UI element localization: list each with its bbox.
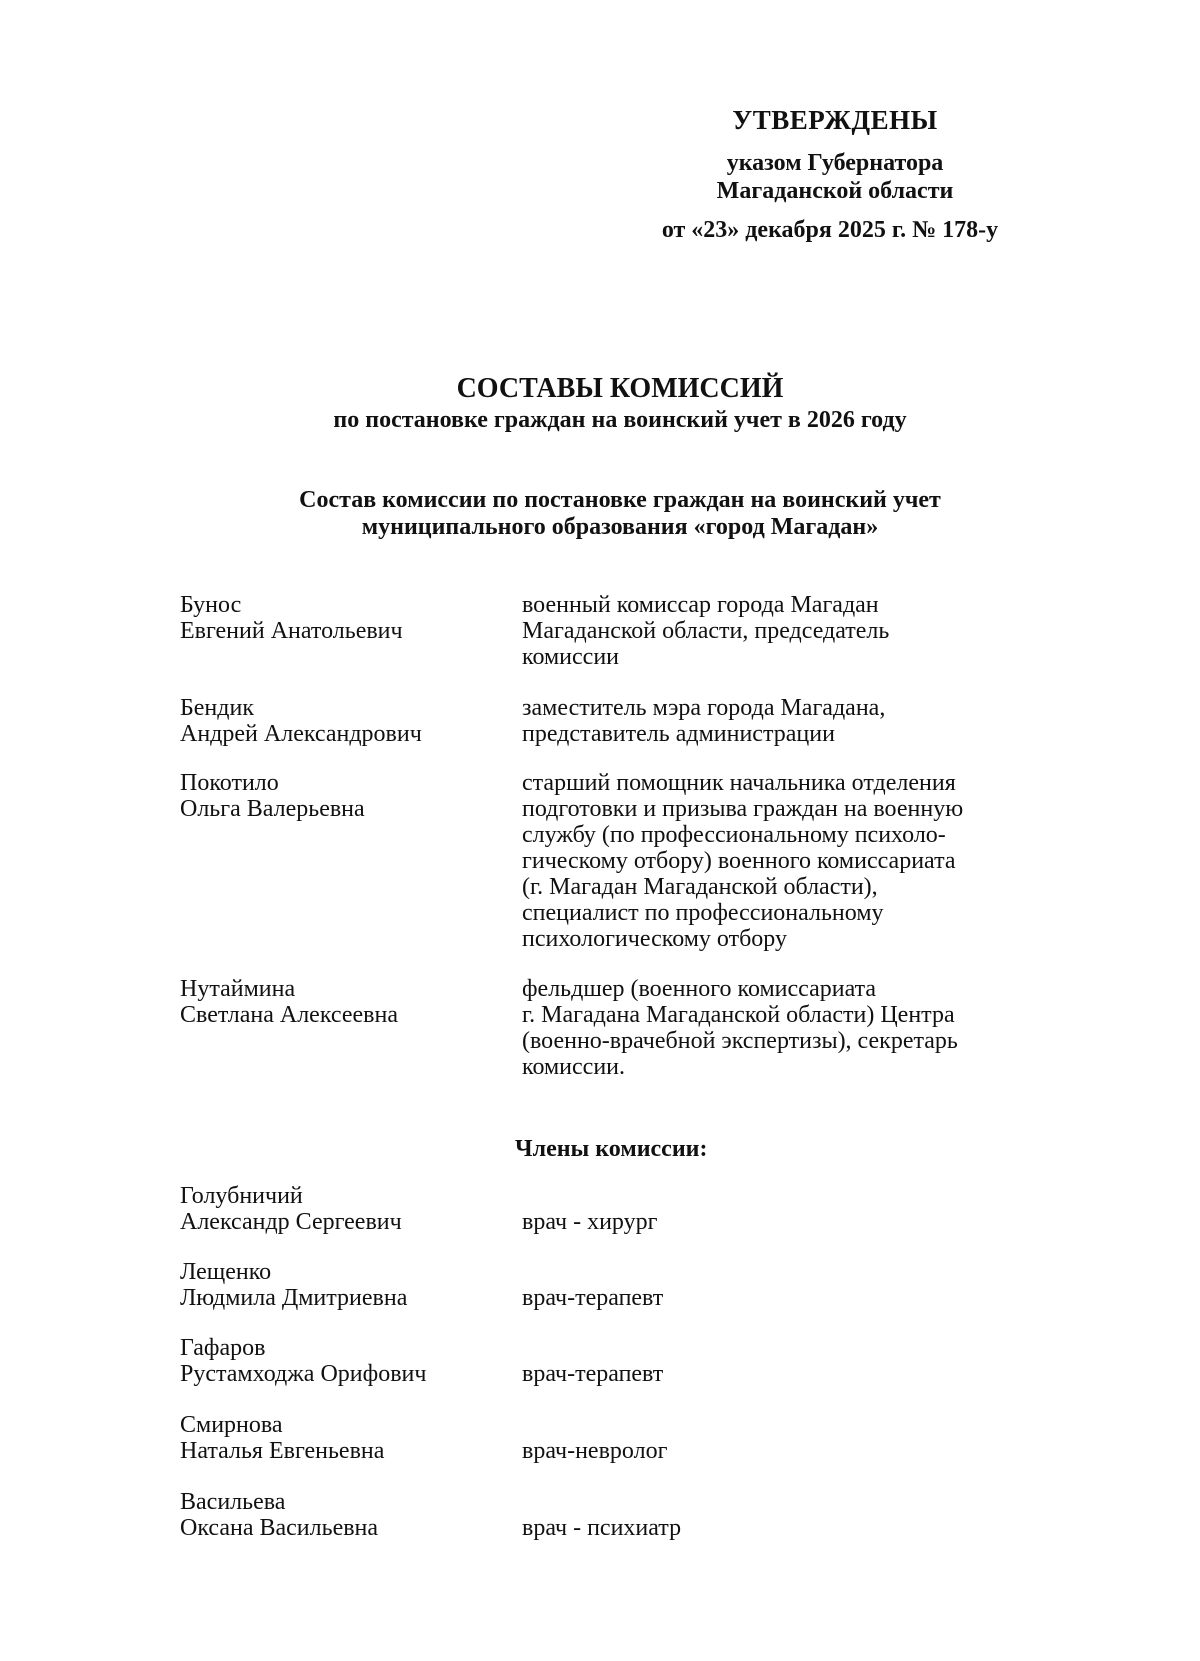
position-line: гическому отбору) военного комиссариата (522, 848, 956, 874)
position-line: комиссии. (522, 1054, 626, 1080)
position-line: заместитель мэра города Магадана, (522, 695, 886, 721)
position-line: подготовки и призыва граждан на военную (522, 796, 964, 822)
approval-line-1: указом Губернатора (726, 150, 944, 176)
person-given-names: Людмила Дмитриевна (180, 1285, 408, 1311)
person-name (180, 695, 500, 747)
position-line: специалист по профессиональному (522, 900, 884, 926)
person-name (180, 592, 500, 644)
person-position (522, 770, 1080, 952)
person-surname: Смирнова (180, 1412, 283, 1438)
person-name (180, 1489, 500, 1541)
person-name (180, 1335, 500, 1387)
position-line: старший помощник начальника отделения (522, 770, 956, 796)
person-surname: Покотило (180, 770, 279, 796)
person-role: врач - хирург (522, 1209, 658, 1235)
person-given-names: Александр Сергеевич (180, 1209, 402, 1235)
person-surname: Бунос (180, 592, 242, 618)
person-surname: Нутаймина (180, 976, 296, 1002)
position-line: психологическому отбору (522, 926, 787, 952)
person-name (180, 976, 500, 1028)
person-surname: Голубничий (180, 1183, 303, 1209)
members-heading: Члены комиссии: (515, 1136, 708, 1162)
person-surname: Гафаров (180, 1335, 266, 1361)
position-line: военный комиссар города Магадан (522, 592, 879, 618)
person-name (180, 1259, 500, 1311)
position-line: (г. Магадан Магаданской области), (522, 874, 878, 900)
person-role: врач-терапевт (522, 1361, 664, 1387)
person-position (522, 976, 1080, 1080)
person-given-names: Рустамходжа Орифович (180, 1361, 427, 1387)
person-name (180, 1412, 500, 1464)
person-position (522, 592, 1080, 670)
position-line: Магаданской области, председатель (522, 618, 890, 644)
document-subtitle: по постановке граждан на воинский учет в 2026 году (333, 407, 907, 433)
person-given-names: Ольга Валерьевна (180, 796, 365, 822)
person-given-names: Оксана Васильевна (180, 1515, 379, 1541)
section-title-line-2: муниципального образования «город Магадан» (361, 514, 879, 540)
person-name (180, 1183, 500, 1235)
position-line: представитель администрации (522, 721, 835, 747)
person-name (180, 770, 500, 822)
person-role: врач-невролог (522, 1438, 668, 1464)
person-surname: Васильева (180, 1489, 286, 1515)
person-position (522, 695, 1080, 747)
position-line: комиссии (522, 644, 620, 670)
person-given-names: Светлана Алексеевна (180, 1002, 398, 1028)
person-surname: Лещенко (180, 1259, 272, 1285)
approval-line-2: Магаданской области (716, 178, 954, 204)
approval-title: УТВЕРЖДЕНЫ (732, 105, 938, 135)
section-title-line-1: Состав комиссии по постановке граждан на воинский учет (299, 487, 941, 513)
position-line: фельдшер (военного комиссариата (522, 976, 877, 1002)
person-surname: Бендик (180, 695, 254, 721)
position-line: службу (по профессиональному психоло- (522, 822, 946, 848)
person-given-names: Андрей Александрович (180, 721, 422, 747)
document-title: СОСТАВЫ КОМИССИЙ (456, 373, 784, 404)
position-line: (военно-врачебной экспертизы), секретарь (522, 1028, 958, 1054)
person-given-names: Наталья Евгеньевна (180, 1438, 385, 1464)
position-line: г. Магадана Магаданской области) Центра (522, 1002, 955, 1028)
person-role: врач-терапевт (522, 1285, 664, 1311)
approval-line-3: от «23» декабря 2025 г. № 178-у (661, 217, 999, 243)
person-given-names: Евгений Анатольевич (180, 618, 403, 644)
person-role: врач - психиатр (522, 1515, 682, 1541)
